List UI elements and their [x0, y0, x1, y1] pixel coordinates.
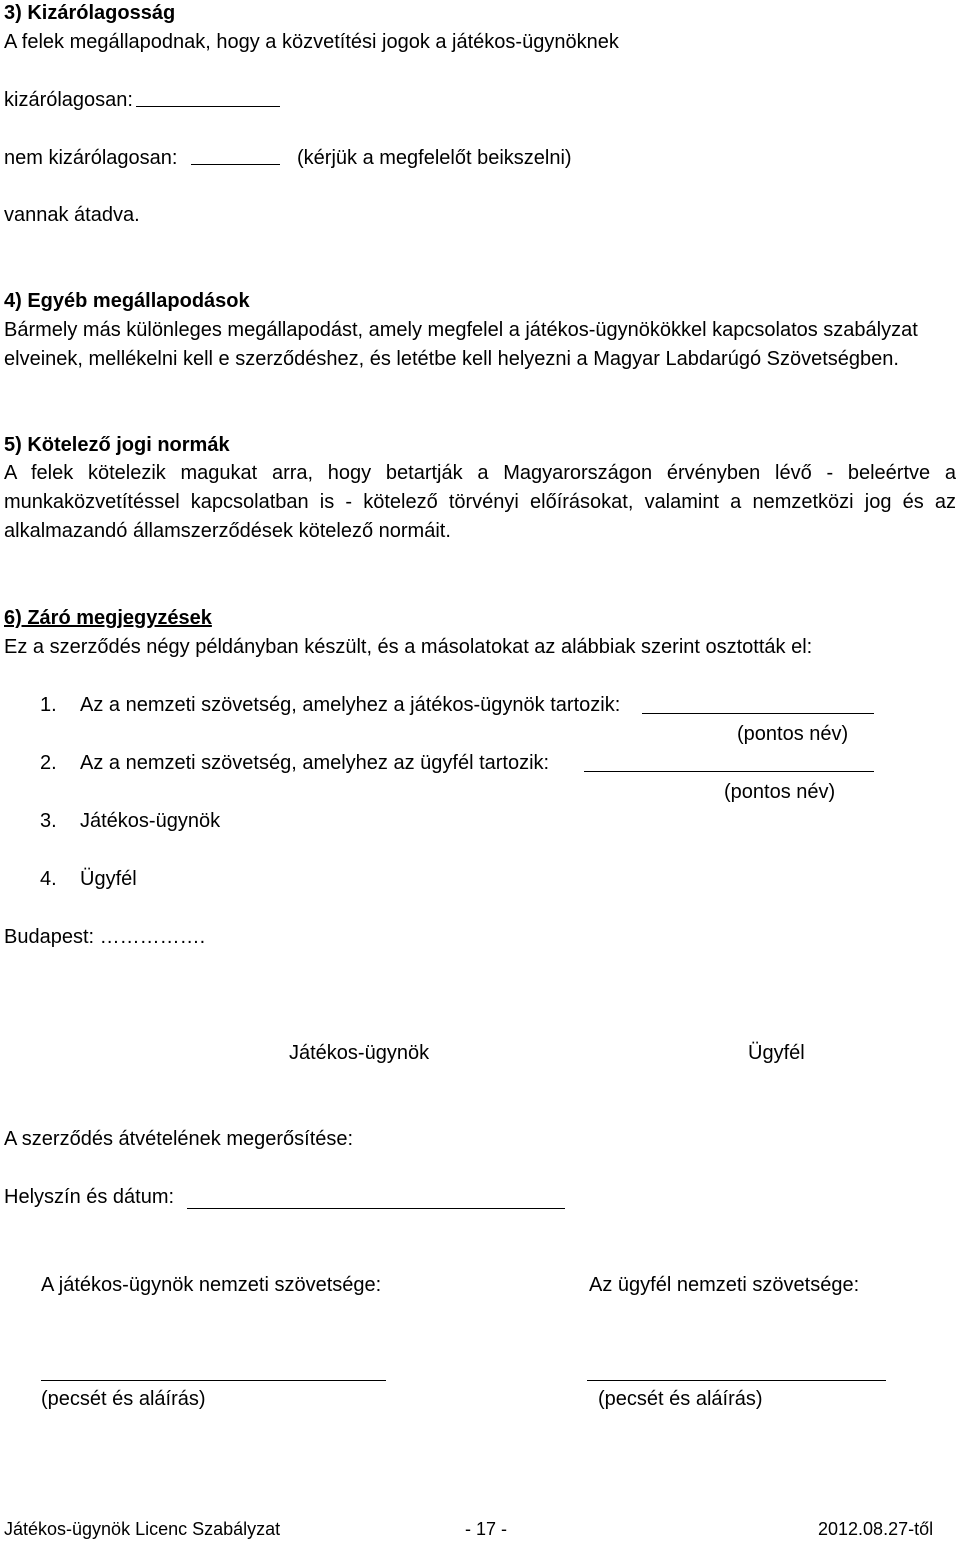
section-6-heading — [4, 606, 212, 630]
footer-title: Játékos-ügynök Licenc Szabályzat — [4, 1519, 281, 1539]
federation-name-line-1[interactable] — [642, 713, 874, 714]
nonexclusive-label: nem kizárólagosan: — [4, 147, 178, 169]
client-federation-signature-line[interactable] — [587, 1380, 886, 1381]
list-item-number: 1. — [40, 694, 57, 716]
list-item-text: Az a nemzeti szövetség, amelyhez az ügyfél tartozik: — [80, 752, 550, 774]
list-item-text: Játékos-ügynök — [80, 810, 221, 832]
footer-page-number: - 17 - — [465, 1519, 508, 1539]
place-date-label: Helyszín és dátum: — [4, 1186, 175, 1208]
client-federation-label: Az ügyfél nemzeti szövetsége: — [589, 1274, 860, 1296]
checkbox-instruction: (kérjük a megfelelőt beikszelni) — [297, 147, 572, 169]
section-5-heading: 5) Kötelező jogi normák — [4, 434, 230, 456]
section-6-intro: Ez a szerződés négy példányban készült, és a másolatokat az alábbiak szerint osztották el: — [4, 636, 813, 658]
section-4-line-2: elveinek, mellékelni kell e szerződéshez, és letétbe kell helyezni a Magyar Labdarúgó Szövetségben. — [4, 348, 899, 370]
agent-federation-label: A játékos-ügynök nemzeti szövetsége: — [41, 1274, 382, 1296]
client-signature-label: Ügyfél — [748, 1042, 805, 1064]
federation-name-line-2[interactable] — [584, 771, 874, 772]
exclusive-label: kizárólagosan: — [4, 89, 133, 111]
place-date-line[interactable] — [187, 1208, 565, 1209]
confirmation-title: A szerződés átvételének megerősítése: — [4, 1128, 354, 1150]
place-field: Budapest: ……………. — [4, 926, 206, 948]
list-item-note: (pontos név) — [724, 781, 836, 803]
section-5-body: A felek kötelezik magukat arra, hogy betartják a Magyarországon érvényben lévő - beleértve a munkaközvetítéssel kapcsolatban is - kötelező törvényi előírásokat, valamint a nemzetközi jog és az alkalmazandó államszerződések kötelező normáit. — [4, 462, 956, 542]
section-3-outro: vannak átadva. — [4, 204, 140, 226]
list-item-text: Az a nemzeti szövetség, amelyhez a játékos-ügynök tartozik: — [80, 694, 621, 716]
list-item-text: Ügyfél — [80, 868, 137, 890]
agent-signature-label: Játékos-ügynök — [289, 1042, 430, 1064]
list-item-number: 3. — [40, 810, 57, 832]
footer-date: 2012.08.27-től — [818, 1519, 934, 1539]
section-3-heading: 3) Kizárólagosság — [4, 2, 176, 24]
list-item-note: (pontos név) — [737, 723, 849, 745]
section-4-line-1: Bármely más különleges megállapodást, amely megfelel a játékos-ügynökökkel kapcsolatos szabályzat — [4, 319, 918, 341]
client-stamp-label: (pecsét és aláírás) — [598, 1388, 763, 1410]
section-3-intro: A felek megállapodnak, hogy a közvetítési jogok a játékos-ügynöknek — [4, 31, 619, 53]
list-item-number: 4. — [40, 868, 57, 890]
agent-stamp-label: (pecsét és aláírás) — [41, 1388, 206, 1410]
exclusive-checkbox-line[interactable] — [136, 106, 280, 107]
nonexclusive-checkbox-line[interactable] — [191, 164, 280, 165]
list-item-number: 2. — [40, 752, 57, 774]
agent-federation-signature-line[interactable] — [41, 1380, 386, 1381]
section-6-heading-text: 6) Záró megjegyzések — [4, 607, 212, 629]
section-4-heading: 4) Egyéb megállapodások — [4, 290, 250, 312]
